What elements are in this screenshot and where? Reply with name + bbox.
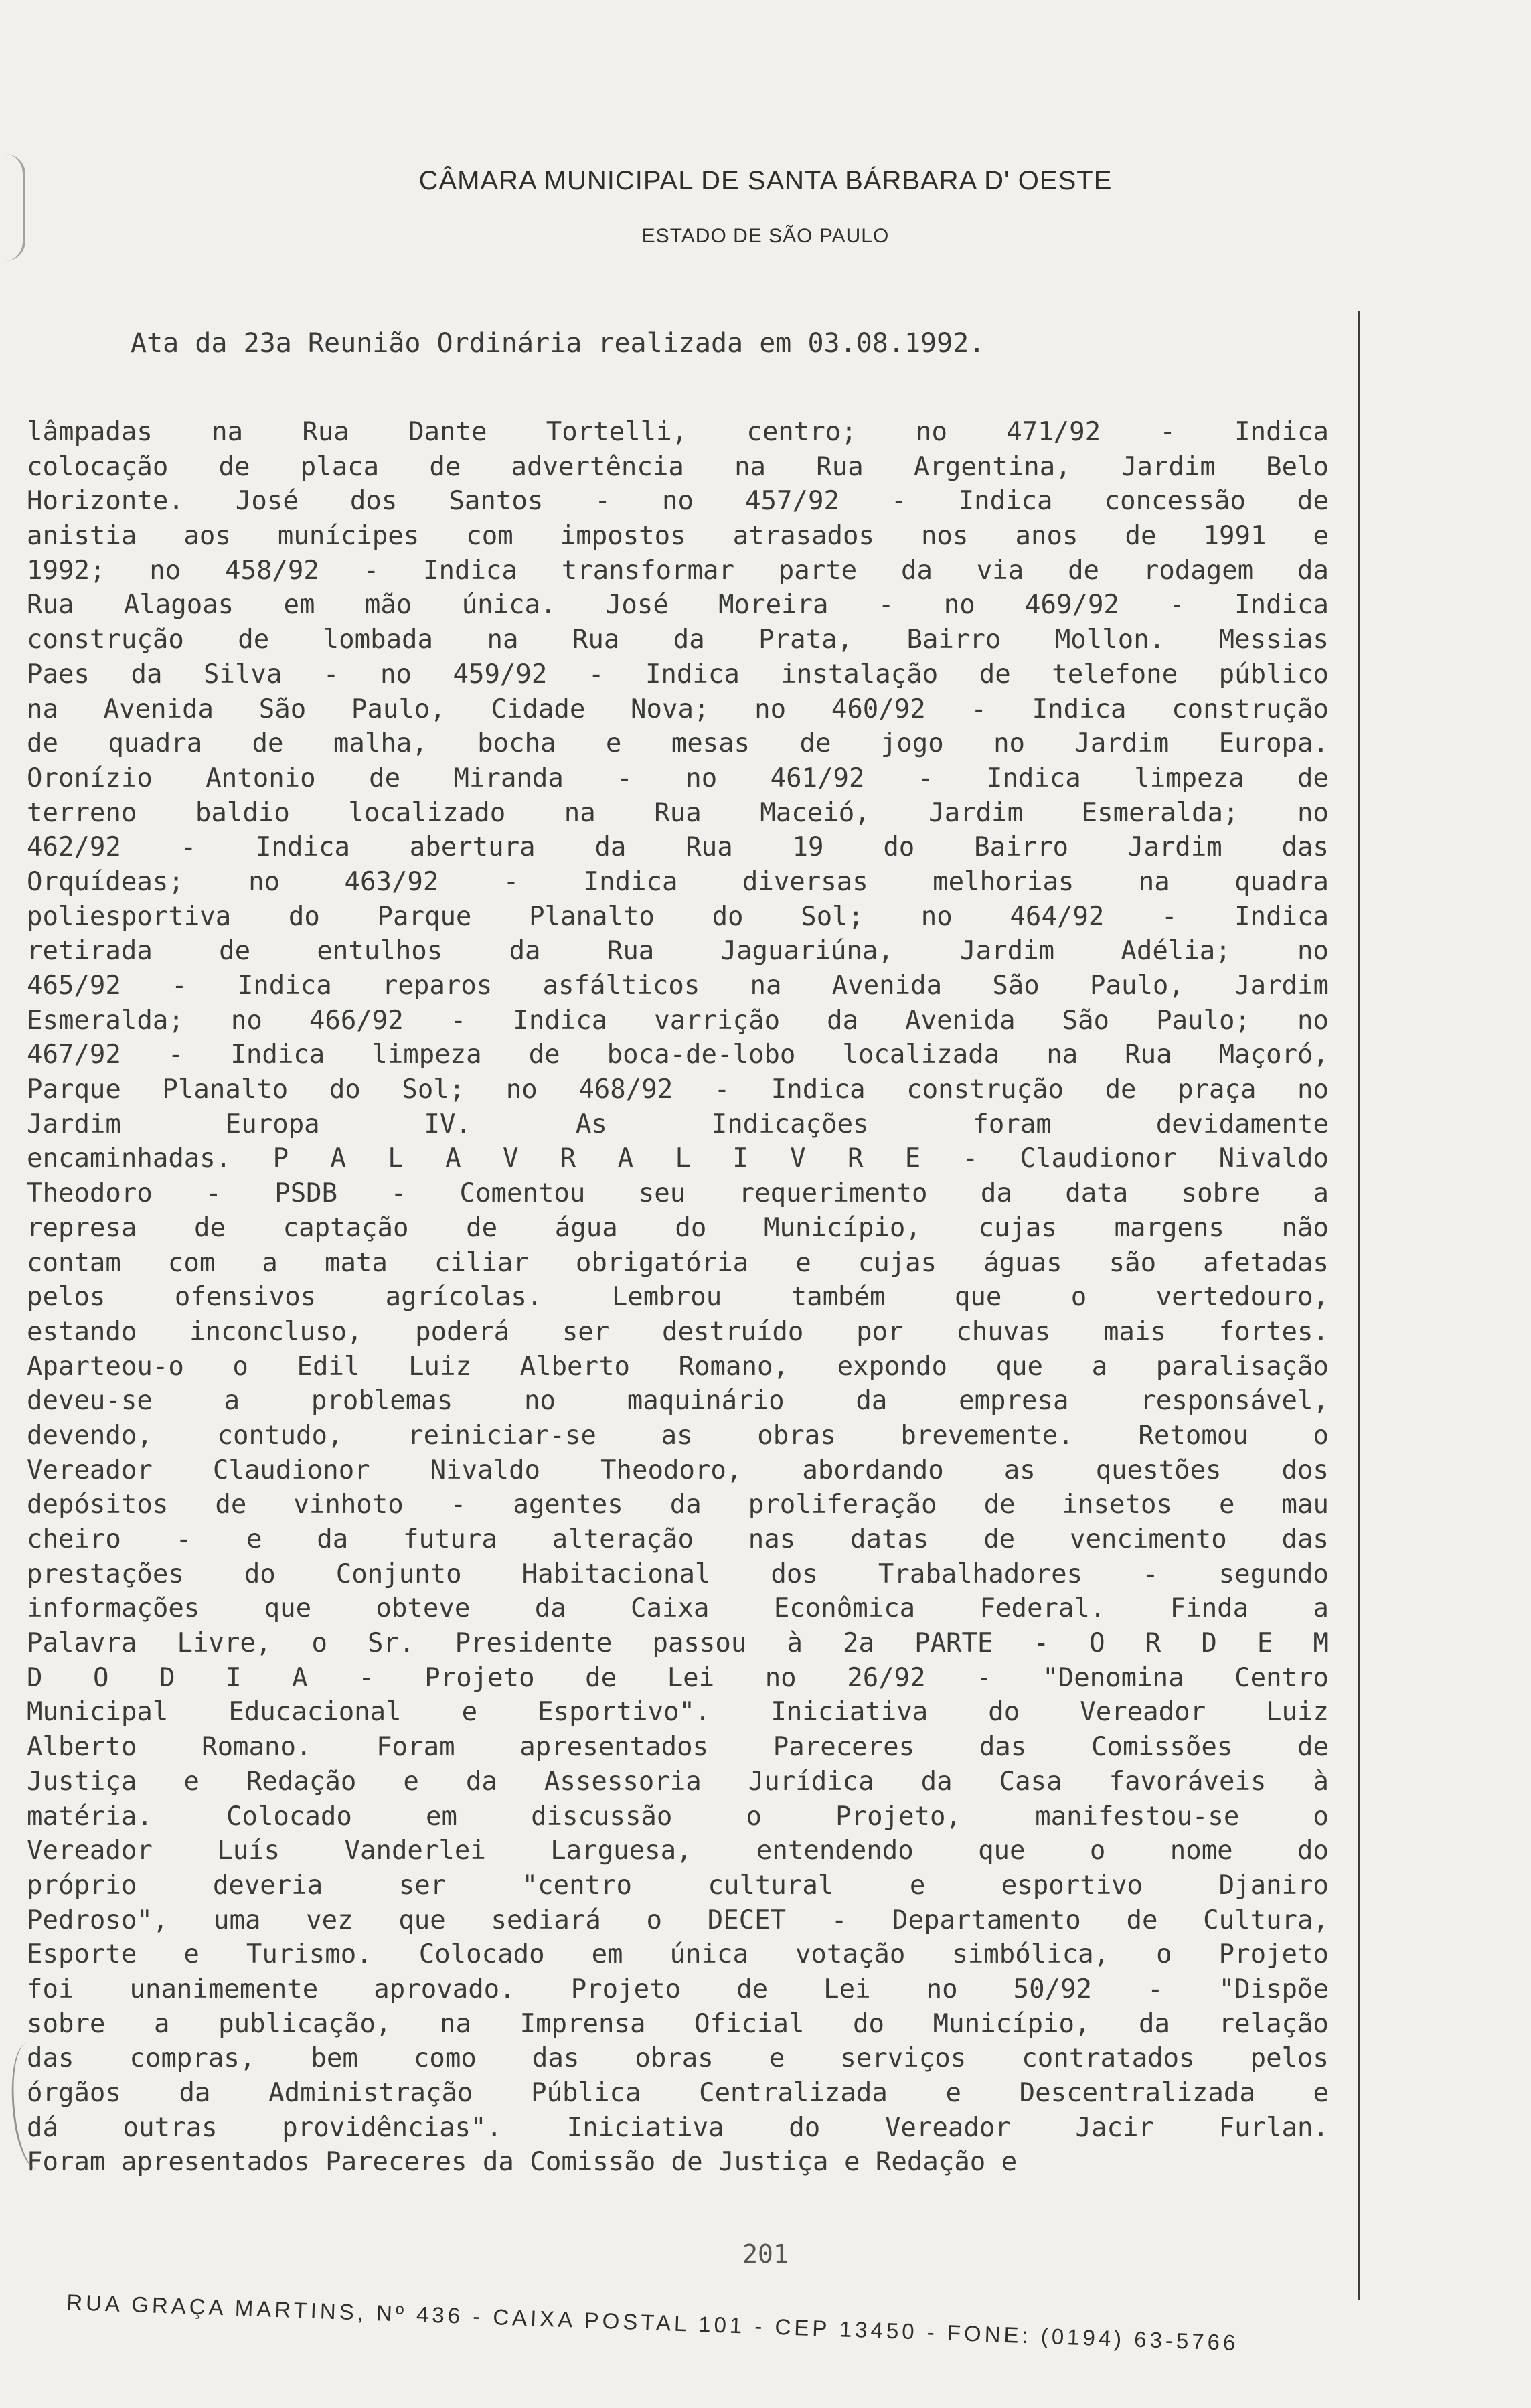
text-line: Justiça e Redação e da Assessoria Jurídica da Casa favoráveis à bbox=[27, 1766, 1329, 1797]
text-line: Palavra Livre, o Sr. Presidente passou à 2a PARTE - O R D E M bbox=[27, 1628, 1329, 1659]
text-line: 467/92 - Indica limpeza de boca-de-lobo localizada na Rua Maçoró, bbox=[27, 1040, 1329, 1070]
text-line: de quadra de malha, bocha e mesas de jogo no Jardim Europa. bbox=[27, 728, 1329, 759]
text-line: próprio deveria ser "centro cultural e esportivo Djaniro bbox=[27, 1870, 1329, 1901]
text-line: Orquídeas; no 463/92 - Indica diversas melhorias na quadra bbox=[27, 866, 1329, 897]
text-line: Theodoro - PSDB - Comentou seu requerimento da data sobre a bbox=[27, 1178, 1329, 1209]
text-line: encaminhadas. P A L A V R A L I V R E - Claudionor Nivaldo bbox=[27, 1143, 1329, 1174]
text-line: depósitos de vinhoto - agentes da proliferação de insetos e mau bbox=[27, 1490, 1329, 1520]
text-line: anistia aos munícipes com impostos atrasados nos anos de 1991 e bbox=[27, 521, 1329, 552]
margin-rule bbox=[1358, 311, 1360, 2300]
text-line: represa de captação de água do Município, cujas margens não bbox=[27, 1212, 1329, 1243]
text-line: Jardim Europa IV. As Indicações foram devidamente bbox=[27, 1109, 1329, 1139]
text-line: Esporte e Turismo. Colocado em única votação simbólica, o Projeto bbox=[27, 1939, 1329, 1970]
state-name: ESTADO DE SÃO PAULO bbox=[641, 225, 890, 247]
text-line: Alberto Romano. Foram apresentados Pareceres das Comissões de bbox=[27, 1732, 1329, 1763]
text-line: 1992; no 458/92 - Indica transformar parte da via de rodagem da bbox=[27, 555, 1329, 586]
text-line: poliesportiva do Parque Planalto do Sol; no 464/92 - Indica bbox=[27, 901, 1329, 932]
page-number: 201 bbox=[742, 2239, 789, 2269]
chamber-name: CÂMARA MUNICIPAL DE SANTA BÁRBARA D' OESTE bbox=[418, 166, 1113, 195]
text-line: lâmpadas na Rua Dante Tortelli, centro; no 471/92 - Indica bbox=[27, 417, 1329, 447]
text-line: Vereador Claudionor Nivaldo Theodoro, abordando as questões dos bbox=[27, 1455, 1329, 1486]
text-line: retirada de entulhos da Rua Jaguariúna, Jardim Adélia; no bbox=[27, 936, 1329, 967]
text-line: deveu-se a problemas no maquinário da empresa responsável, bbox=[27, 1386, 1329, 1417]
minutes-body bbox=[27, 415, 1329, 2180]
text-line: estando inconcluso, poderá ser destruído por chuvas mais fortes. bbox=[27, 1316, 1329, 1347]
footer-address: RUA GRAÇA MARTINS, Nº 436 - CAIXA POSTAL 101 - CEP 13450 - FONE: (0194) 63-5766 bbox=[66, 2290, 1239, 2356]
text-line: contam com a mata ciliar obrigatória e cujas águas são afetadas bbox=[27, 1247, 1329, 1278]
text-line: das compras, bem como das obras e serviços contratados pelos bbox=[27, 2043, 1329, 2074]
text-line: na Avenida São Paulo, Cidade Nova; no 460/92 - Indica construção bbox=[27, 694, 1329, 724]
text-line: Municipal Educacional e Esportivo". Iniciativa do Vereador Luiz bbox=[27, 1697, 1329, 1728]
text-line: foi unanimemente aprovado. Projeto de Lei no 50/92 - "Dispõe bbox=[27, 1974, 1329, 2004]
text-line: 462/92 - Indica abertura da Rua 19 do Bairro Jardim das bbox=[27, 832, 1329, 863]
text-line: prestações do Conjunto Habitacional dos Trabalhadores - segundo bbox=[27, 1558, 1329, 1589]
text-line: terreno baldio localizado na Rua Maceió, Jardim Esmeralda; no bbox=[27, 797, 1329, 828]
text-line: sobre a publicação, na Imprensa Oficial do Município, da relação bbox=[27, 2008, 1329, 2039]
text-line: devendo, contudo, reiniciar-se as obras brevemente. Retomou o bbox=[27, 1420, 1329, 1451]
text-line: Rua Alagoas em mão única. José Moreira - no 469/92 - Indica bbox=[27, 590, 1329, 621]
text-line: informações que obteve da Caixa Econômica Federal. Finda a bbox=[27, 1593, 1329, 1624]
text-line: Esmeralda; no 466/92 - Indica varrição da Avenida São Paulo; no bbox=[27, 1005, 1329, 1036]
text-line: Parque Planalto do Sol; no 468/92 - Indica construção de praça no bbox=[27, 1074, 1329, 1105]
minutes-title: Ata da 23a Reunião Ordinária realizada em 03.08.1992. bbox=[131, 328, 985, 359]
text-line: Horizonte. José dos Santos - no 457/92 - Indica concessão de bbox=[27, 486, 1329, 517]
text-line: matéria. Colocado em discussão o Projeto, manifestou-se o bbox=[27, 1801, 1329, 1832]
text-line: Foram apresentados Pareceres da Comissão de Justiça e Redação e bbox=[27, 2147, 1018, 2178]
text-line: D O D I A - Projeto de Lei no 26/92 - "Denomina Centro bbox=[27, 1662, 1329, 1693]
text-line: pelos ofensivos agrícolas. Lembrou também que o vertedouro, bbox=[27, 1282, 1329, 1313]
text-line: Pedroso", uma vez que sediará o DECET - Departamento de Cultura, bbox=[27, 1905, 1329, 1935]
text-line: Vereador Luís Vanderlei Larguesa, entendendo que o nome do bbox=[27, 1836, 1329, 1866]
text-line: cheiro - e da futura alteração nas datas de vencimento das bbox=[27, 1524, 1329, 1554]
text-line: Oronízio Antonio de Miranda - no 461/92 - Indica limpeza de bbox=[27, 762, 1329, 793]
text-line: 465/92 - Indica reparos asfálticos na Avenida São Paulo, Jardim bbox=[27, 971, 1329, 1001]
text-line: órgãos da Administração Pública Centralizada e Descentralizada e bbox=[27, 2078, 1329, 2108]
text-line: Paes da Silva - no 459/92 - Indica instalação de telefone público bbox=[27, 659, 1329, 690]
text-line: construção de lombada na Rua da Prata, Bairro Mollon. Messias bbox=[27, 625, 1329, 655]
text-line: colocação de placa de advertência na Rua Argentina, Jardim Belo bbox=[27, 451, 1329, 482]
text-line: Aparteou-o o Edil Luiz Alberto Romano, expondo que a paralisação bbox=[27, 1351, 1329, 1382]
text-line: dá outras providências". Iniciativa do Vereador Jacir Furlan. bbox=[27, 2112, 1329, 2143]
